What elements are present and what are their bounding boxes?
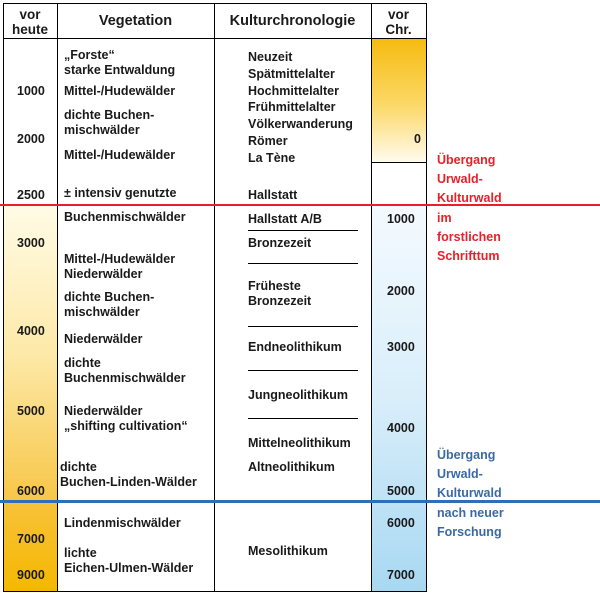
vegetation-entry: „Forste“ starke Entwaldung: [64, 48, 176, 77]
year-chr: 2000: [387, 284, 415, 298]
vegetation-entry: dichte Buchen-Linden-Wälder: [60, 460, 197, 489]
vegetation-entry: Niederwälder „shifting cultivation“: [64, 404, 188, 433]
header-kulturchronologie: Kulturchronologie: [229, 13, 356, 29]
kultur-entry: Mittelneolithikum: [248, 436, 351, 450]
year-heute: 2000: [17, 132, 45, 146]
vegetation-entry: dichte Buchen- mischwälder: [64, 108, 155, 137]
vegetation-entry: Mittel-/Hudewälder: [64, 84, 176, 98]
right-blue-gradient: [371, 205, 426, 591]
year-heute: 4000: [17, 324, 45, 338]
red-transition-note: Übergang Urwald- Kulturwald im forstlichen Schrifttum: [437, 153, 502, 264]
year-heute: 5000: [17, 404, 45, 418]
kultur-entry: Neuzeit Spätmittelalter Hochmittelalter Frühmittelalter Völkerwanderung Römer La Tène: [248, 50, 353, 165]
kultur-entry: Früheste Bronzezeit: [248, 279, 312, 308]
year-chr: 4000: [387, 421, 415, 435]
year-chr: 5000: [387, 484, 415, 498]
blue-transition-line: [0, 500, 600, 503]
year-heute: 2500: [17, 188, 45, 202]
year-chr: 0: [414, 132, 421, 146]
kultur-entry: Endneolithikum: [248, 340, 342, 354]
vegetation-entry: dichte Buchenmischwälder: [64, 356, 186, 385]
vegetation-entry: ± intensiv genutzte: [64, 186, 177, 200]
year-heute: 9000: [17, 568, 45, 582]
kultur-entry: Bronzezeit: [248, 236, 312, 250]
vegetation-entry: Buchenmischwälder: [64, 210, 186, 224]
vegetation-entry: dichte Buchen- mischwälder: [64, 290, 155, 319]
header-vor-heute: vor heute: [11, 7, 48, 37]
kultur-entry: Mesolithikum: [248, 544, 328, 558]
kultur-entry: Hallstatt A/B: [248, 212, 322, 226]
kultur-entry: Altneolithikum: [248, 460, 335, 474]
year-chr: 3000: [387, 340, 415, 354]
kultur-entry: Jungneolithikum: [248, 388, 348, 402]
year-chr: 6000: [387, 516, 415, 530]
kultur-entry: Hallstatt: [248, 188, 298, 202]
header-vegetation: Vegetation: [98, 13, 173, 29]
vegetation-entry: Mittel-/Hudewälder: [64, 148, 176, 162]
year-heute: 1000: [17, 84, 45, 98]
header-vor-chr: vor Chr.: [385, 7, 412, 37]
year-heute: 6000: [17, 484, 45, 498]
year-heute: 3000: [17, 236, 45, 250]
vegetation-entry: Lindenmischwälder: [64, 516, 181, 530]
vegetation-entry: Niederwälder: [64, 332, 143, 346]
blue-transition-note: Übergang Urwald- Kulturwald: [437, 448, 502, 500]
vegetation-entry: Mittel-/Hudewälder Niederwälder: [64, 252, 176, 281]
blue-transition-note-source: nach neuer Forschung: [437, 506, 504, 539]
red-transition-line: [0, 204, 600, 206]
year-chr: 7000: [387, 568, 415, 582]
vegetation-entry: lichte Eichen-Ulmen-Wälder: [64, 546, 194, 575]
year-heute: 7000: [17, 532, 45, 546]
year-chr: 1000: [387, 212, 415, 226]
